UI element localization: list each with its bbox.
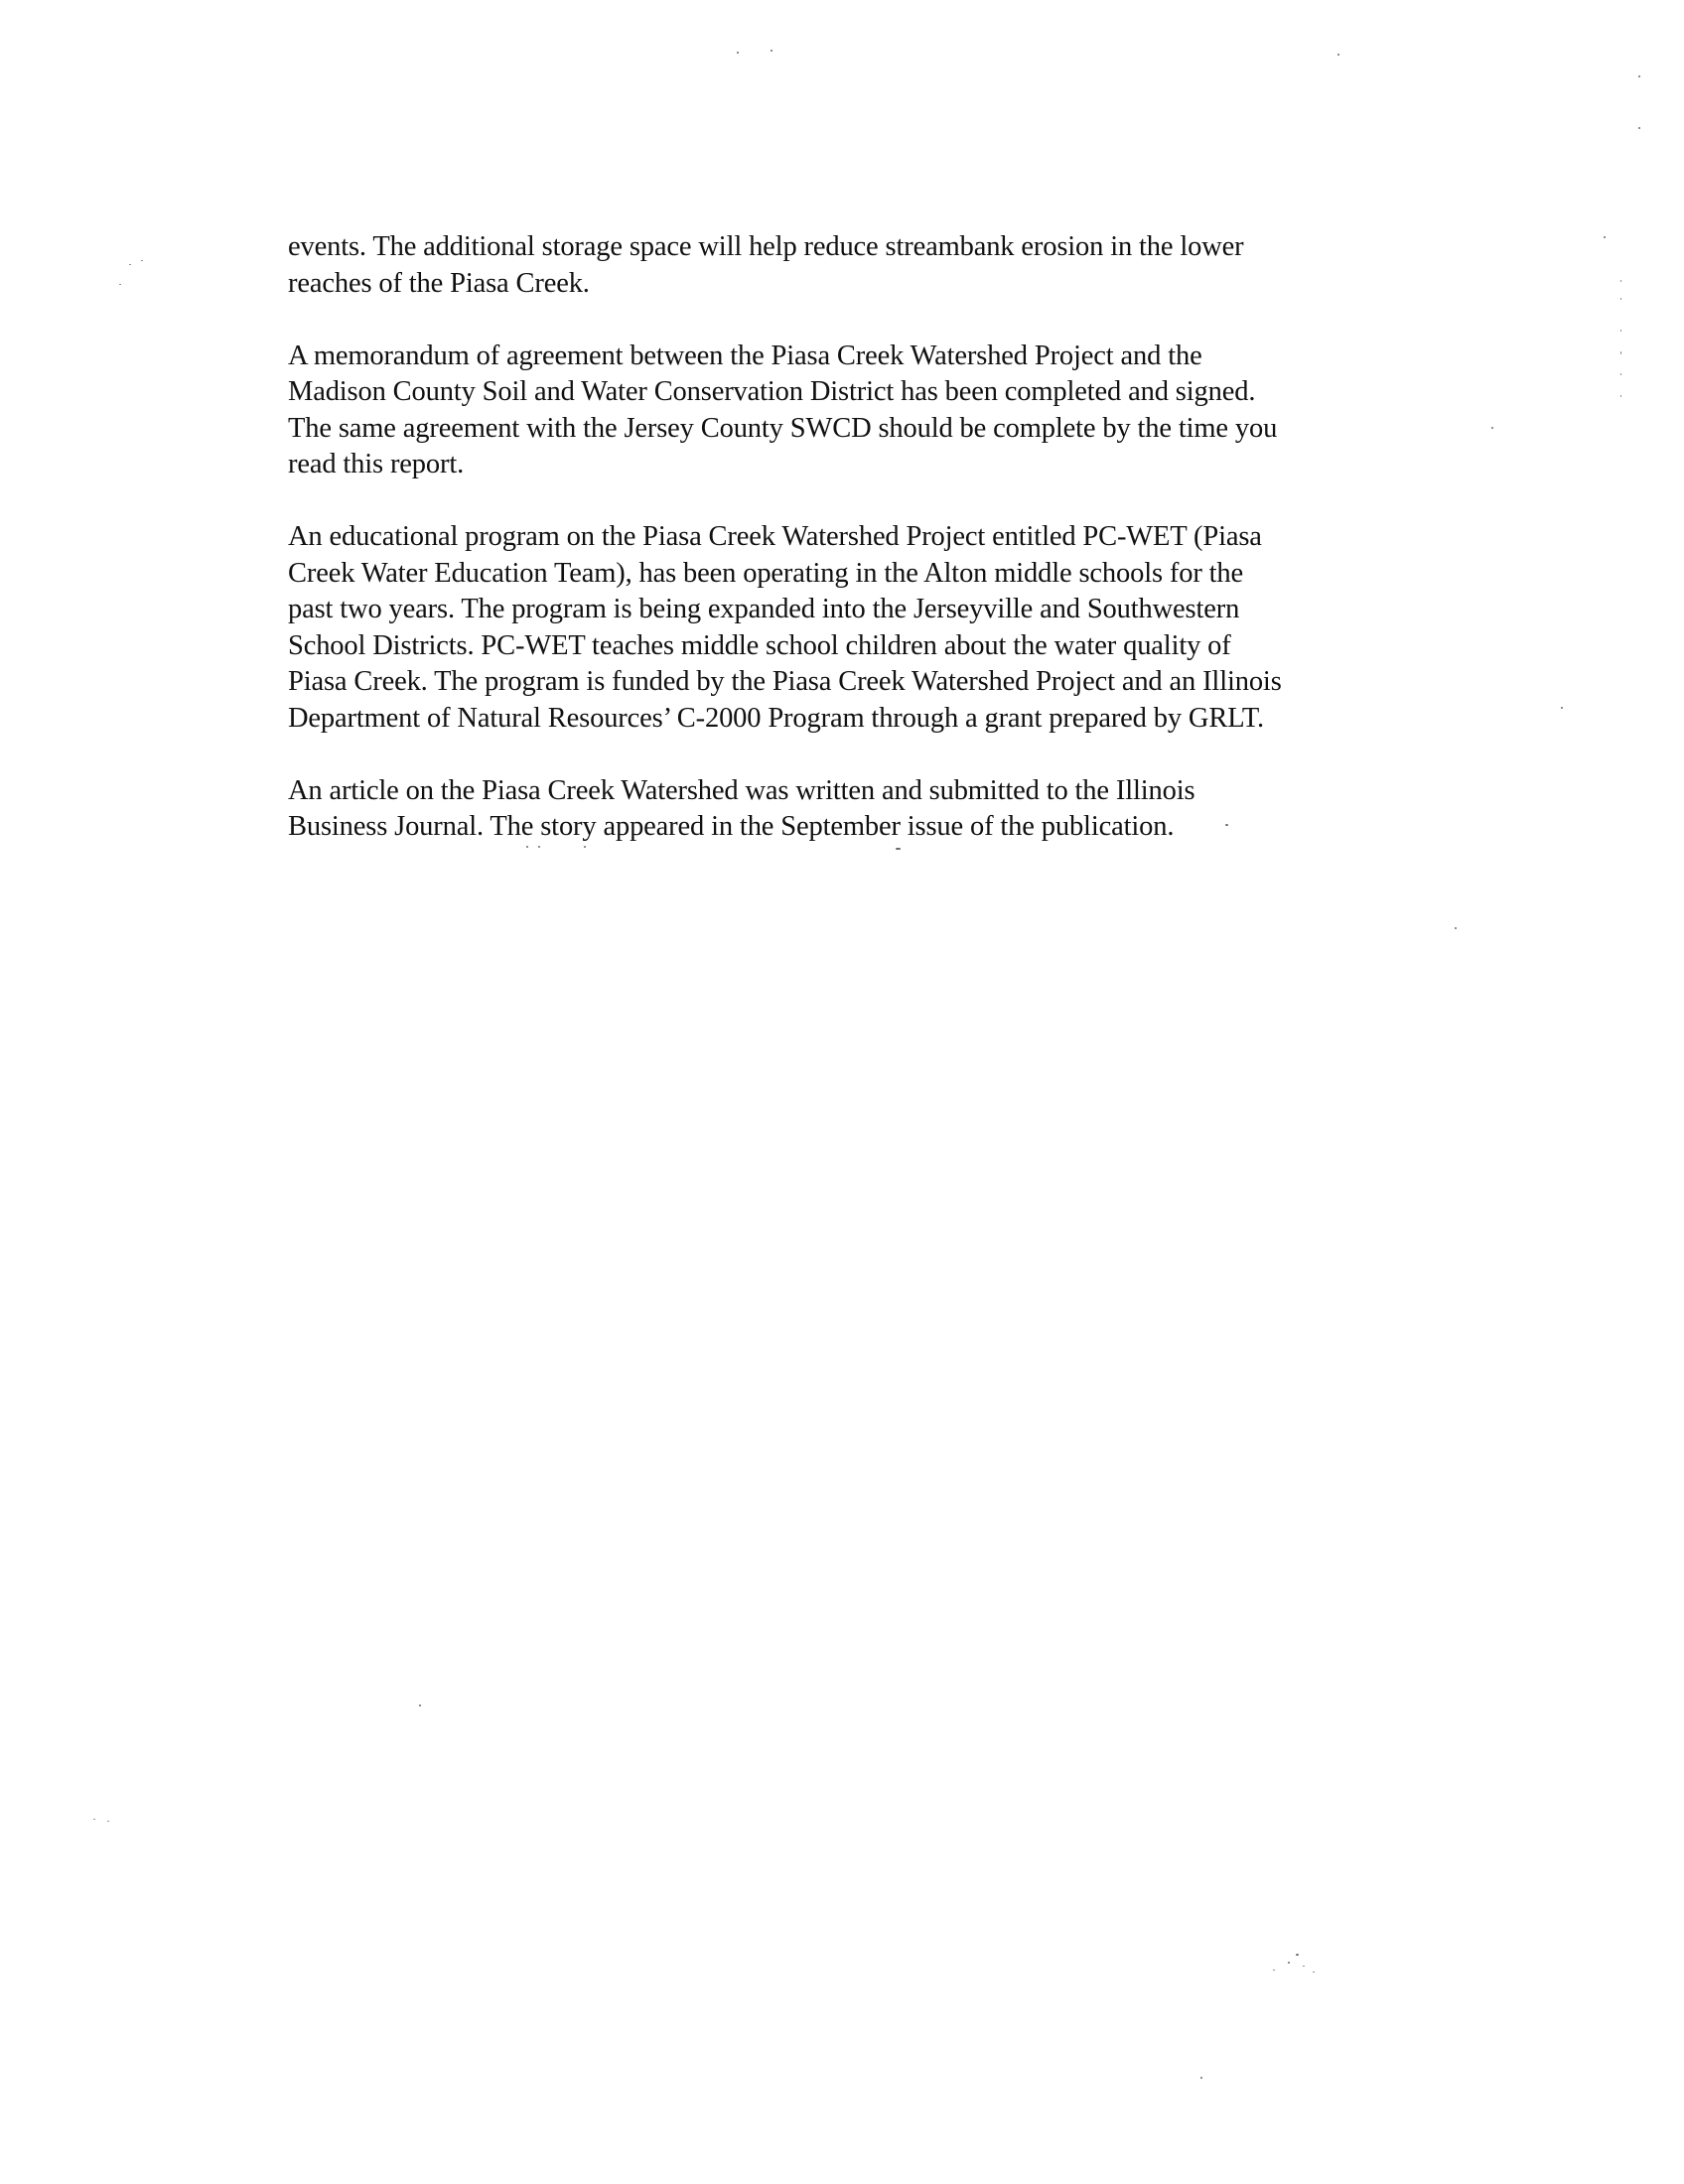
scan-speck [737,52,739,54]
scan-speck [1225,824,1228,826]
scan-speck [1620,330,1621,332]
scan-speck [129,264,131,265]
text-line: A memorandum of agreement between the Piasa Creek Watershed Project and the [288,340,1202,371]
text-line: Creek Water Education Team), has been operating in the Alton middle schools for the [288,557,1244,589]
text-line: Department of Natural Resources’ C-2000 Program through a grant prepared by GRLT. [288,702,1264,734]
text-line: events. The additional storage space will help reduce streambank erosion in the lower [288,231,1244,262]
scan-speck [1455,927,1457,929]
scan-speck [1561,707,1563,709]
document-body [288,229,1440,882]
scan-speck [771,50,772,52]
text-line: past two years. The program is being expanded into the Jerseyville and Southwestern [288,594,1240,624]
scan-speck [526,846,528,848]
scan-speck [538,846,540,848]
scan-speck [1604,236,1606,238]
scan-speck [107,1821,109,1822]
scan-speck [1491,427,1493,429]
paragraph-article [288,773,1440,846]
scan-speck [1313,1972,1315,1973]
scan-speck [141,260,143,261]
scan-speck [1620,373,1621,375]
scan-speck [1337,54,1339,56]
text-line: Madison County Soil and Water Conservation District has been completed and signed. [288,376,1256,407]
scan-speck [1620,298,1621,300]
scan-speck [1303,1966,1305,1967]
text-line: reaches of the Piasa Creek. [288,267,590,299]
scan-speck [119,284,121,285]
scan-speck [1296,1954,1299,1956]
paragraph-memorandum [288,339,1440,483]
text-line: An article on the Piasa Creek Watershed was written and submitted to the Illinois [288,774,1195,806]
scan-speck [896,848,901,850]
scan-speck [1273,1970,1275,1971]
text-line: The same agreement with the Jersey County SWCD should be complete by the time you [288,412,1278,444]
scan-speck [1200,2077,1202,2079]
text-line: An educational program on the Piasa Creek Watershed Project entitled PC-WET (Piasa [288,521,1262,552]
text-line: read this report. [288,449,465,479]
paragraph-storage-space [288,229,1440,302]
scan-speck [584,846,586,848]
scan-speck [1638,75,1640,77]
paragraph-educational-program [288,519,1440,737]
text-line: Piasa Creek. The program is funded by the Piasa Creek Watershed Project and an Illinois [288,666,1282,697]
scan-speck [1620,351,1621,354]
scan-speck [1288,1962,1290,1964]
scan-speck [1638,127,1640,129]
scan-speck [419,1705,421,1706]
scan-speck [1620,280,1621,282]
scan-speck [93,1819,95,1820]
text-line: Business Journal. The story appeared in the September issue of the publication. [288,811,1175,842]
text-line: School Districts. PC-WET teaches middle school children about the water quality of [288,629,1231,661]
scan-speck [1620,395,1621,397]
